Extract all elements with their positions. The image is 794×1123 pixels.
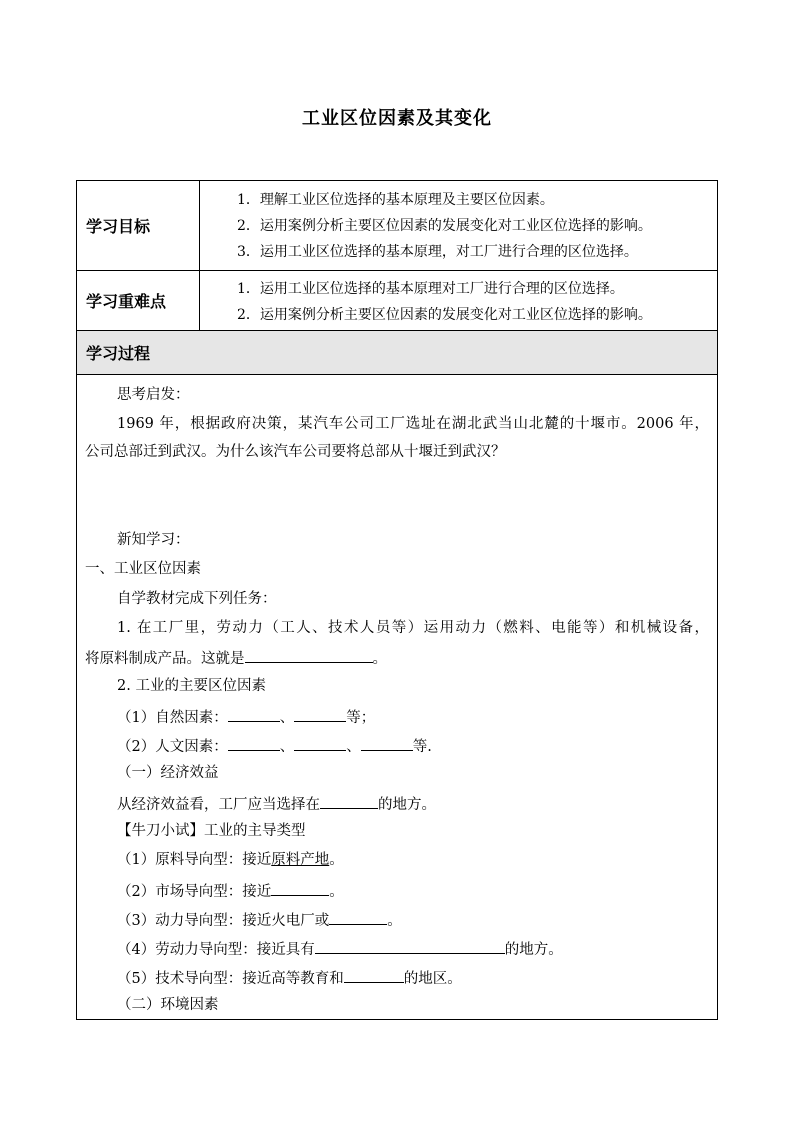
question-text: 。 xyxy=(372,651,387,667)
filled-answer: 原料产地 xyxy=(271,852,330,868)
question-text: 。 xyxy=(329,884,344,900)
think-text-line: 公司总部迁到武汉。为什么该汽车公司要将总部从十堰迁到武汉？ xyxy=(85,444,506,460)
human-factors-label: （2）人文因素： xyxy=(117,739,228,755)
task-intro: 自学教材完成下列任务： xyxy=(117,591,277,607)
key-point-item: 2．运用案例分析主要区位因素的发展变化对工业区位选择的影响。 xyxy=(237,307,652,323)
separator: 、 xyxy=(346,739,361,755)
answer-blank[interactable] xyxy=(228,705,280,722)
study-table xyxy=(76,180,718,1020)
question-text: 的地区。 xyxy=(403,971,462,987)
suffix: 等； xyxy=(346,710,376,726)
objectives-row xyxy=(77,181,717,271)
key-points-label: 学习重难点 xyxy=(77,271,200,330)
question-line xyxy=(77,646,717,669)
question-text: （3）动力导向型：接近火电厂或 xyxy=(117,913,330,929)
question-text: 将原料制成产品。这就是 xyxy=(85,651,245,667)
answer-blank[interactable] xyxy=(361,734,413,751)
question-text: （2）市场导向型：接近 xyxy=(117,884,272,900)
process-header-row xyxy=(77,331,717,375)
section-heading: 一、工业区位因素 xyxy=(85,561,201,577)
answer-blank[interactable] xyxy=(294,705,346,722)
type-line xyxy=(77,850,717,870)
question-line: 2. 工业的主要区位因素 xyxy=(117,678,266,694)
question-line: 1. 在工厂里，劳动力（工人、技术人员等）运用动力（燃料、电能等）和机械设备， xyxy=(117,620,709,636)
type-line xyxy=(77,937,717,960)
question-text: （1）原料导向型：接近 xyxy=(117,852,272,868)
separator: 、 xyxy=(279,710,295,726)
objectives-list xyxy=(201,181,717,270)
answer-blank[interactable] xyxy=(271,879,329,896)
objective-item: 3．运用工业区位选择的基本原理，对工厂进行合理的区位选择。 xyxy=(237,244,638,260)
answer-blank[interactable] xyxy=(315,937,505,954)
think-heading: 思考启发： xyxy=(117,387,190,403)
econ-line xyxy=(77,792,717,815)
objective-item: 2．运用案例分析主要区位因素的发展变化对工业区位选择的影响。 xyxy=(237,218,652,234)
question-text: 从经济效益看，工厂应当选择在 xyxy=(117,797,320,813)
subsection-heading: （二）环境因素 xyxy=(117,997,219,1013)
new-knowledge-heading: 新知学习： xyxy=(117,532,190,548)
answer-blank[interactable] xyxy=(329,908,387,925)
objectives-label: 学习目标 xyxy=(77,181,200,270)
page-title: 工业区位因素及其变化 xyxy=(302,108,492,129)
type-line xyxy=(77,879,717,902)
question-text: （5）技术导向型：接近高等教育和 xyxy=(117,971,344,987)
key-point-item: 1．运用工业区位选择的基本原理对工厂进行合理的区位选择。 xyxy=(237,281,624,297)
trial-heading: 【牛刀小试】工业的主导类型 xyxy=(117,823,306,839)
key-points-list xyxy=(201,271,717,330)
question-text: 的地方。 xyxy=(378,797,436,813)
objective-item: 1．理解工业区位选择的基本原理及主要区位因素。 xyxy=(237,192,554,208)
answer-blank[interactable] xyxy=(344,966,404,983)
answer-blank[interactable] xyxy=(294,734,346,751)
subsection-heading: （一）经济效益 xyxy=(117,765,219,781)
separator: 、 xyxy=(279,739,295,755)
type-line xyxy=(77,908,717,931)
suffix: 等. xyxy=(412,739,432,755)
question-text: 的地方。 xyxy=(504,942,563,958)
answer-blank[interactable] xyxy=(228,734,280,751)
type-line xyxy=(77,966,717,989)
natural-factors-line xyxy=(77,705,717,728)
human-factors-line xyxy=(77,734,717,757)
think-text-line: 1969 年，根据政府决策，某汽车公司工厂选址在湖北武当山北麓的十堰市。2006 年， xyxy=(117,416,709,432)
answer-blank[interactable] xyxy=(320,792,378,809)
key-points-row xyxy=(77,271,717,331)
answer-blank[interactable] xyxy=(245,646,373,663)
question-text: 。 xyxy=(329,852,344,868)
question-text: 。 xyxy=(387,913,402,929)
question-text: （4）劳动力导向型：接近具有 xyxy=(117,942,315,958)
process-label: 学习过程 xyxy=(86,344,151,363)
natural-factors-label: （1）自然因素： xyxy=(117,710,228,726)
